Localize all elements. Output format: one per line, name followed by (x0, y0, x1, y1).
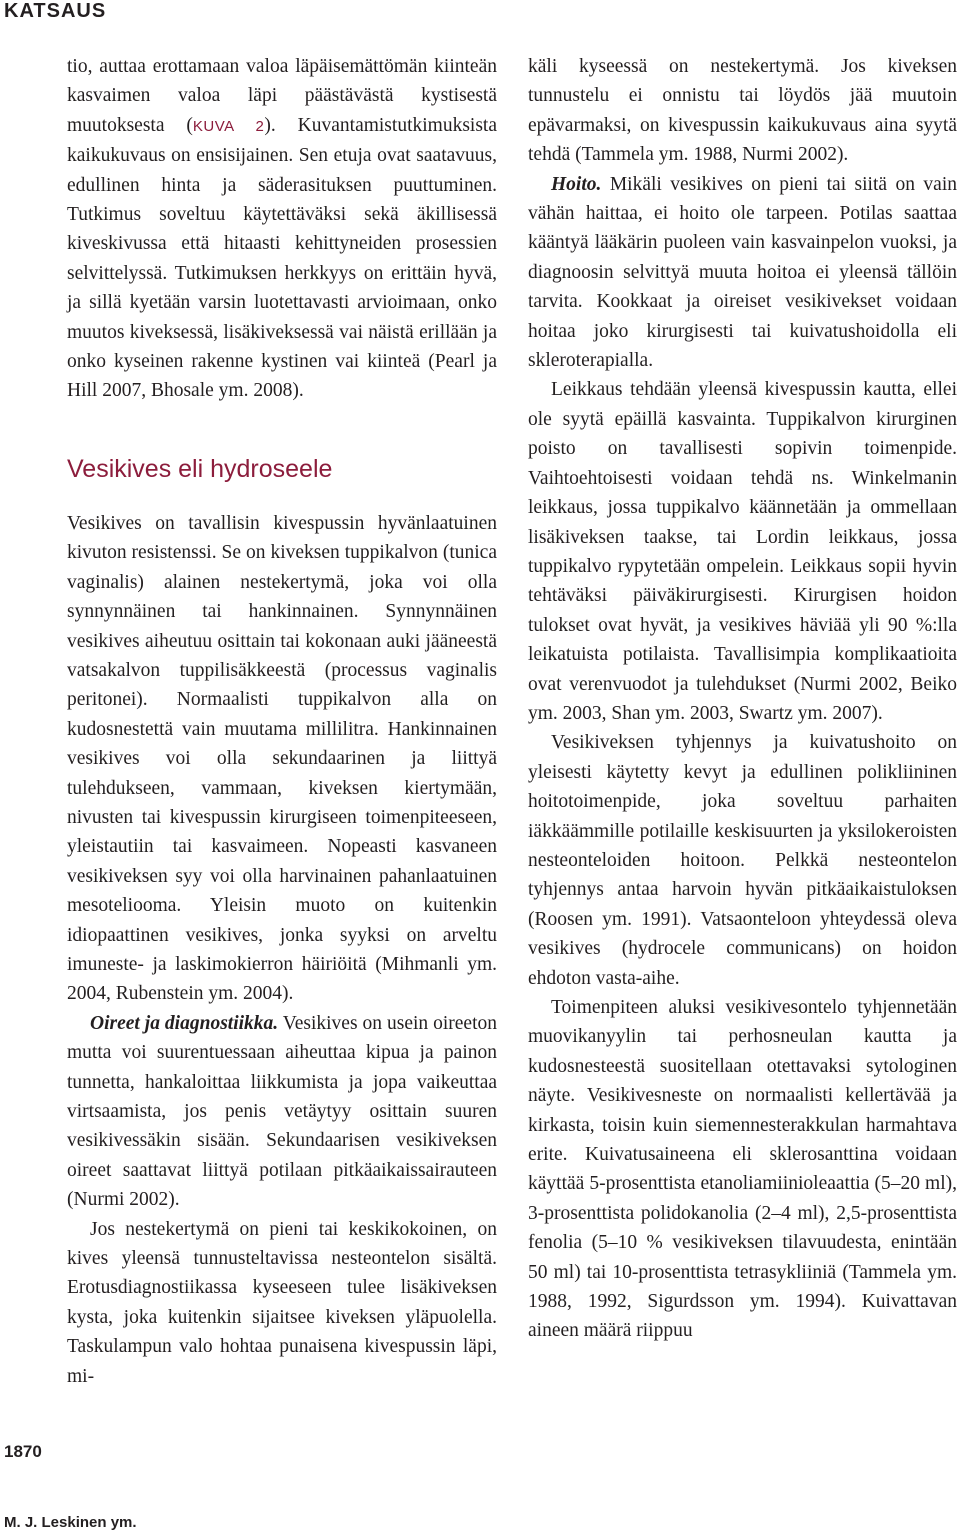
right-paragraph-3: Leikkaus tehdään yleensä kivespussin kautta, ellei ole syytä epäillä kasvainta. Tuppikalvon kirurginen poisto on tavallisesti sopivin toimenpide. Vaihtoehtoisesti voidaan tehdä ns. Winkelmanin leikkaus, jossa tuppikalvo käännetään ja ommellaan lisäkiveksen taakse, tai Lordin leikkaus, jossa tuppikalvo rypytetään ompelein. Leikkaus sopii hyvin tehtäväksi päiväkirurgisesti. Kirurgisen hoidon tulokset ovat hyvät, ja vesikives häviää yli 90 %:lla leikatuista potilaista. Tavallisimpia komplikaatioita ovat verenvuodot ja tulehdukset (Nurmi 2002, Beiko ym. 2003, Shan ym. 2003, Swartz ym. 2007). (528, 379, 957, 724)
right-paragraph-2-text: Mikäli vesikives on pieni tai siitä on vain vähän haittaa, ei hoito ole tarpeen. Potilas saattaa kääntyä lääkärin puoleen vain kasvainpelon vuoksi, ja diagnoosin selvittyä muuta hoitoa ei yleensä tällöin tarvita. Kookkaat ja oireiset vesikivekset voidaan hoitaa joko kirurgisesti tai kuivatushoidolla eli skleroterapialla. (528, 173, 957, 372)
left-paragraph-3-text: Vesikives on usein oireeton mutta voi suurentuessaan aiheuttaa kipua ja painon tunnetta, hankaloittaa liikkumista ja jopa vaikeuttaa virtsaamista, jos penis vetäytyy osittain suuren vesikivessäkin sisään. Sekundaarisen vesikiveksen oireet saattavat liittyä potilaan pitkäaikaissairauteen (Nurmi 2002). (67, 1012, 497, 1211)
right-paragraph-5: Toimenpiteen aluksi vesikivesontelo tyhjennetään muovikanyylin tai perhosneulan kautta ja kudosnesteestä suositellaan otettavaksi sytologinen näyte. Vesikivesneste on normaalisti kellertävää ja kirkasta, toisin kuin siemennesterakkulan harmahtava erite. Kuivatusaineena eli sklerosanttina voidaan käyttää 5-prosenttista etanoliamiinioleaattia (5–20 ml), 3-prosenttista polidokanolia (2–4 ml), 2,5-prosenttista fenolia (5–10 % vesikiveksen tilavuudesta, enintään 50 ml) tai 10-prosenttista tetrasykliiniä (Tammela ym. 1988, 1992, Sigurdsson ym. 1994). Kuivattavan aineen määrä riippuu (528, 997, 957, 1342)
right-paragraph-2 (528, 170, 957, 376)
right-paragraph-1: käli kyseessä on nestekertymä. Jos kiveksen tunnustelu ei onnistu tai löydös jää muutoin epävarmaksi, on kivespussin kaikukuvaus aina syytä tehdä (Tammela ym. 1988, Nurmi 2002). (528, 56, 957, 166)
figure-reference-link[interactable]: KUVA 2 (192, 117, 265, 135)
left-paragraph-1-text-b: ). Kuvantamistutkimuksista kaikukuvaus on ensisijainen. Sen etuja ovat saatavuus, edullinen hinta ja säderasituksen puuttuminen. Tutkimus soveltuu käytettäväksi sekä äkillisessä kiveskivussa että hitaasti kehittyneiden prosessien selvittelyssä. Tutkimuksen herkkyys on erittäin hyvä, ja sillä kyetään varsin luotettavasti arvioimaan, onko muutos kiveksessä, lisäkiveksessä vai näistä erillään ja onko kyseinen rakenne kystinen vai kiinteä (Pearl ja Hill 2007, Bhosale ym. 2008). (67, 114, 497, 402)
section-tag: KATSAUS (4, 0, 107, 22)
subheading-symptoms: Oireet ja diagnostiikka. (90, 1012, 279, 1034)
page-number: 1870 (4, 1442, 42, 1461)
subheading-treatment: Hoito. (551, 173, 602, 195)
section-heading: Vesikives eli hydroseele (67, 454, 333, 483)
footer-author: M. J. Leskinen ym. (4, 1514, 137, 1531)
left-paragraph-1 (67, 52, 497, 406)
left-paragraph-4: Jos nestekertymä on pieni tai keskikokoinen, on kives yleensä tunnusteltavissa nesteontelon sisältä. Erotusdiagnostiikassa kyseeseen tulee lisäkiveksen kysta, joka kuitenkin sijaitsee kiveksen yläpuolella. Taskulampun valo hohtaa punaisena kivespussin läpi, mi- (67, 1218, 497, 1387)
left-column (67, 52, 497, 1391)
left-paragraph-1-text-a: tio, auttaa erottamaan valoa läpäisemättömän kiinteän kasvaimen valoa läpi päästävästä kystisestä muutoksesta ( (67, 56, 497, 136)
left-paragraph-2: Vesikives on tavallisin kivespussin hyvänlaatuinen kivuton resistenssi. Se on kiveksen tuppikalvon (tunica vaginalis) alainen nestekertymä, joka voi olla synnynnäinen tai hankinnainen. Synnynnäinen vesikives aiheutuu osittain tai kokonaan auki jääneestä vatsakalvon tuppilisäkkeestä (processus vaginalis peritonei). Normaalisti tuppikalvon alla on kudosnestettä vain muutama millilitra. Hankinnainen vesikives voi olla sekundaarinen ja liittyä tulehdukseen, vammaan, kiveksen kiertymään, nivusten tai kivespussin kirurgiseen toimenpiteeseen, yleistautiin tai kasvaimeen. Nopeasti kasvaneen vesikiveksen syy voi olla harvinainen pahanlaatuinen mesoteliooma. Yleisin muoto on kuitenkin idiopaattinen vesikives, jonka syyksi on arveltu imuneste- ja laskimokierron häiriöitä (Mihmanli ym. 2004, Rubenstein ym. 2004). (67, 512, 497, 1005)
right-paragraph-4: Vesikiveksen tyhjennys ja kuivatushoito on yleisesti käytetty kevyt ja edullinen polikliininen hoitotoimenpide, joka soveltuu parhaiten iäkkäämmille potilaille keskisuurten ja yksilokeroisten nesteonteloiden hoitoon. Pelkkä nesteontelon tyhjennys antaa harvoin hyvän pitkäaikaistuloksen (Roosen ym. 1991). Vatsaonteloon yhteydessä oleva vesikives (hydrocele communicans) on hoidon ehdoton vasta-aihe. (528, 732, 957, 989)
left-paragraph-3 (67, 1009, 497, 1215)
right-column (528, 52, 957, 1346)
